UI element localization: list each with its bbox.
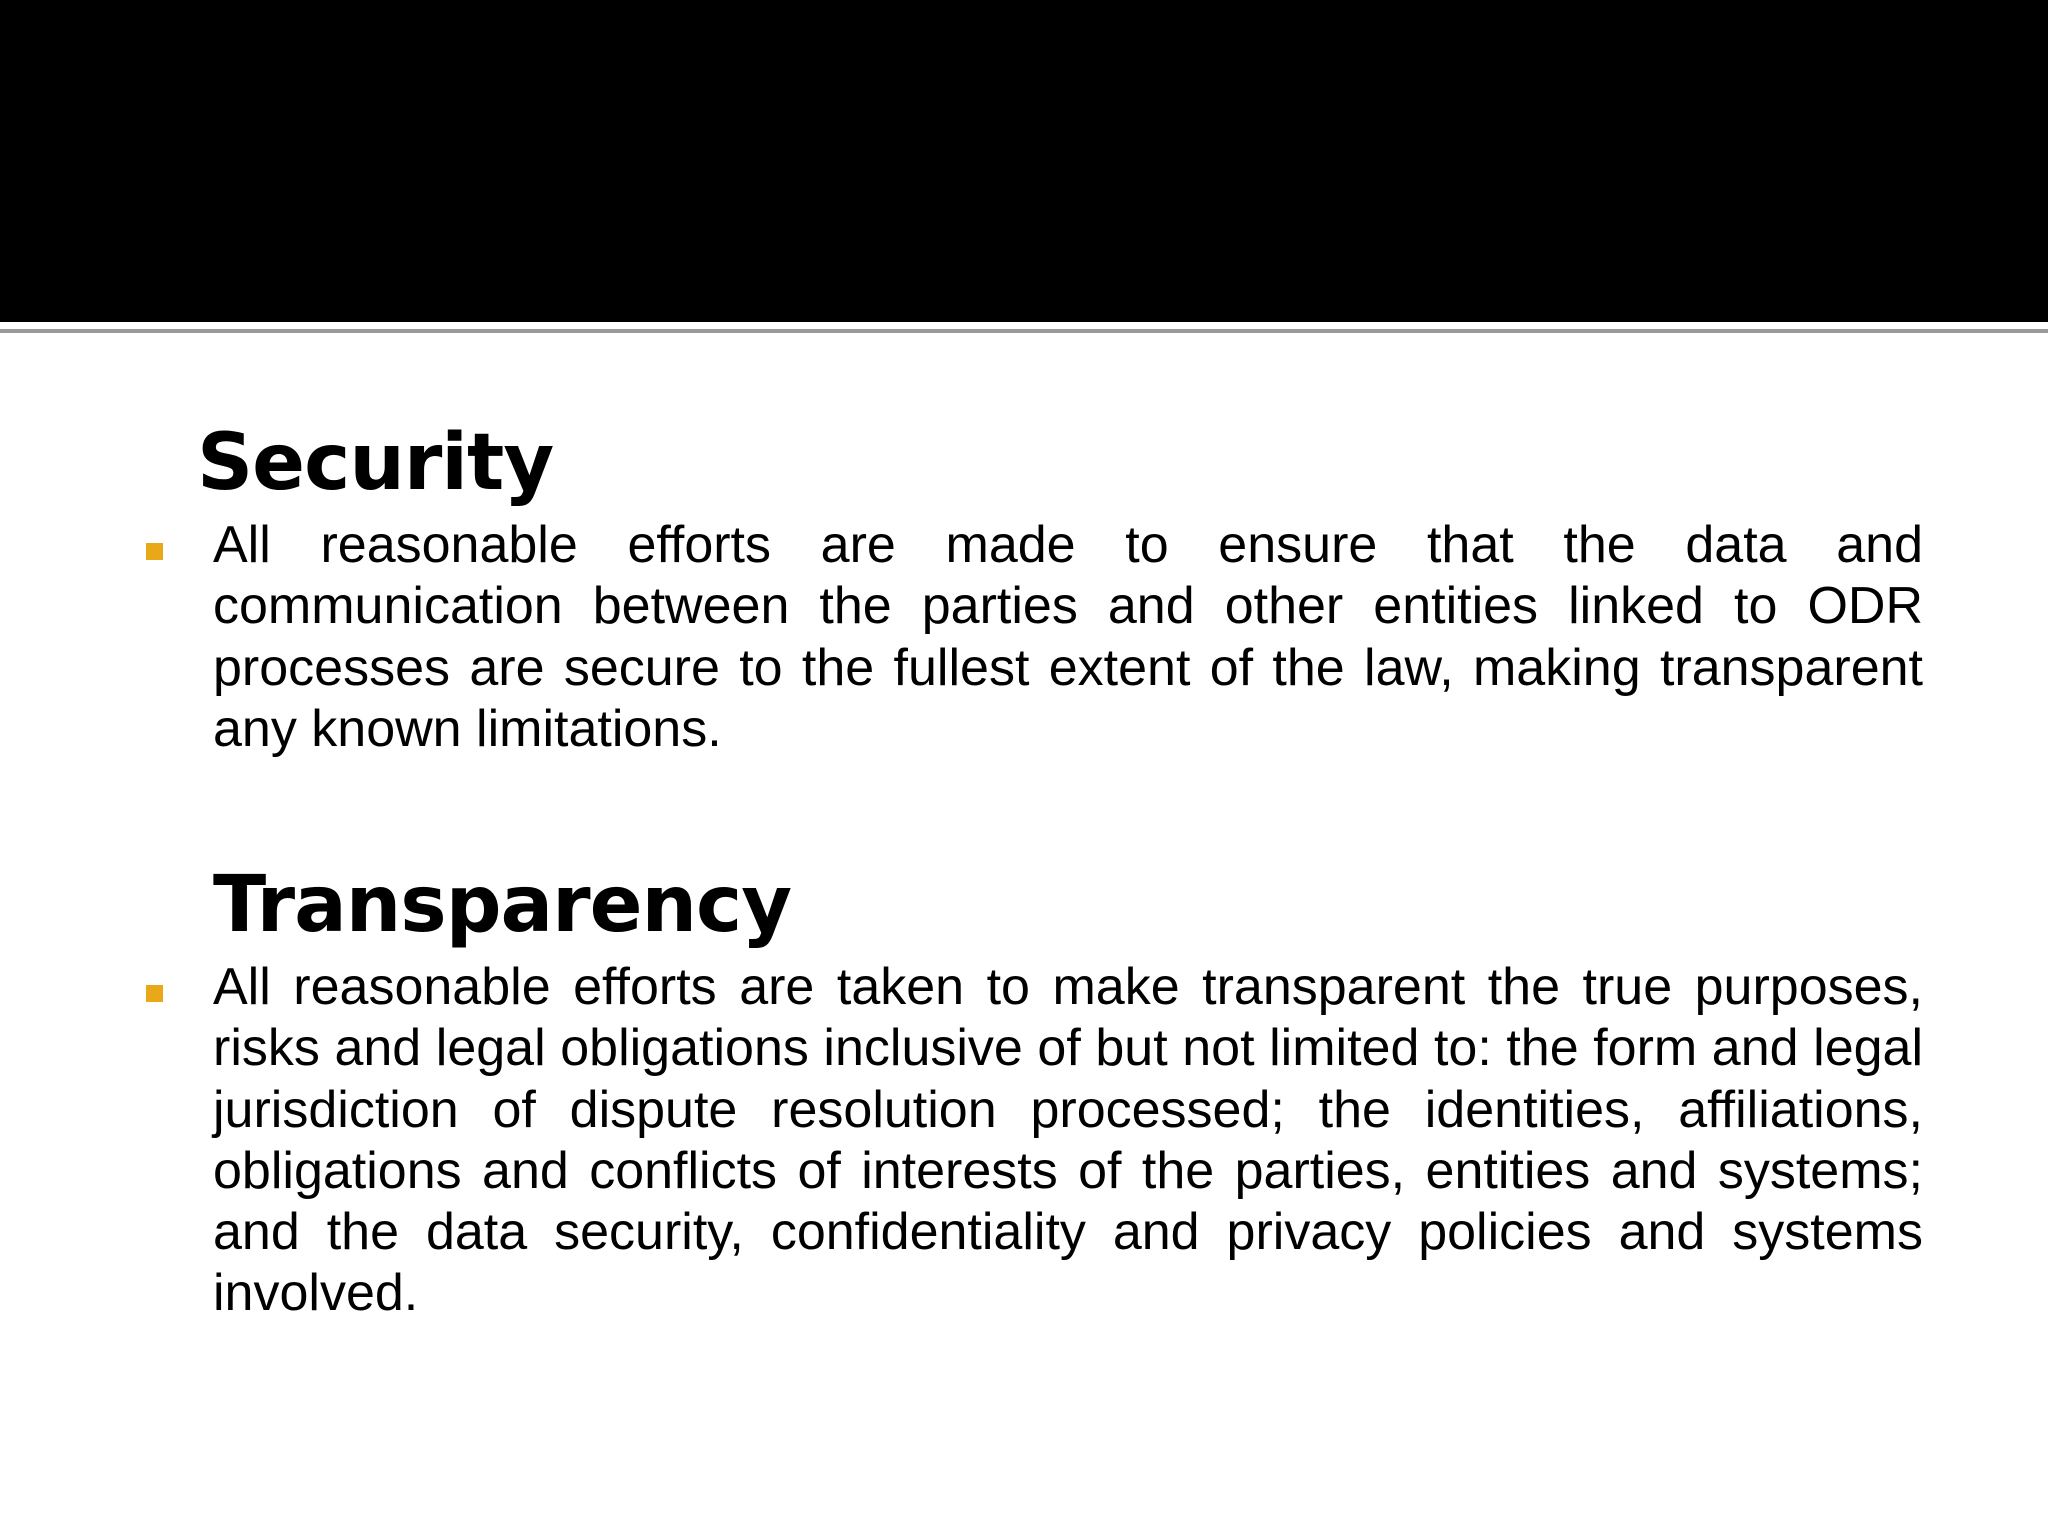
security-heading: Security xyxy=(197,418,554,508)
transparency-paragraph: All reasonable efforts are taken to make transparent the true purposes, risks and legal obligations inclusive of but not limited to: the form and legal jurisdiction of dispute resolution processed; the identities, affiliations, obligations and conflicts of interests of the parties, entities and systems; and the data security, confidentiality and privacy policies and systems involved. xyxy=(213,958,1923,1323)
security-paragraph: All reasonable efforts are made to ensure that the data and communication between the parties and other entities linked to ODR processes are secure to the fullest extent of the law, making transparent any known limitations. xyxy=(213,516,1923,758)
square-bullet-icon xyxy=(146,543,163,560)
title-divider xyxy=(0,329,2048,333)
transparency-heading: Transparency xyxy=(213,860,792,950)
square-bullet-icon xyxy=(146,985,163,1002)
title-bar xyxy=(0,0,2048,322)
